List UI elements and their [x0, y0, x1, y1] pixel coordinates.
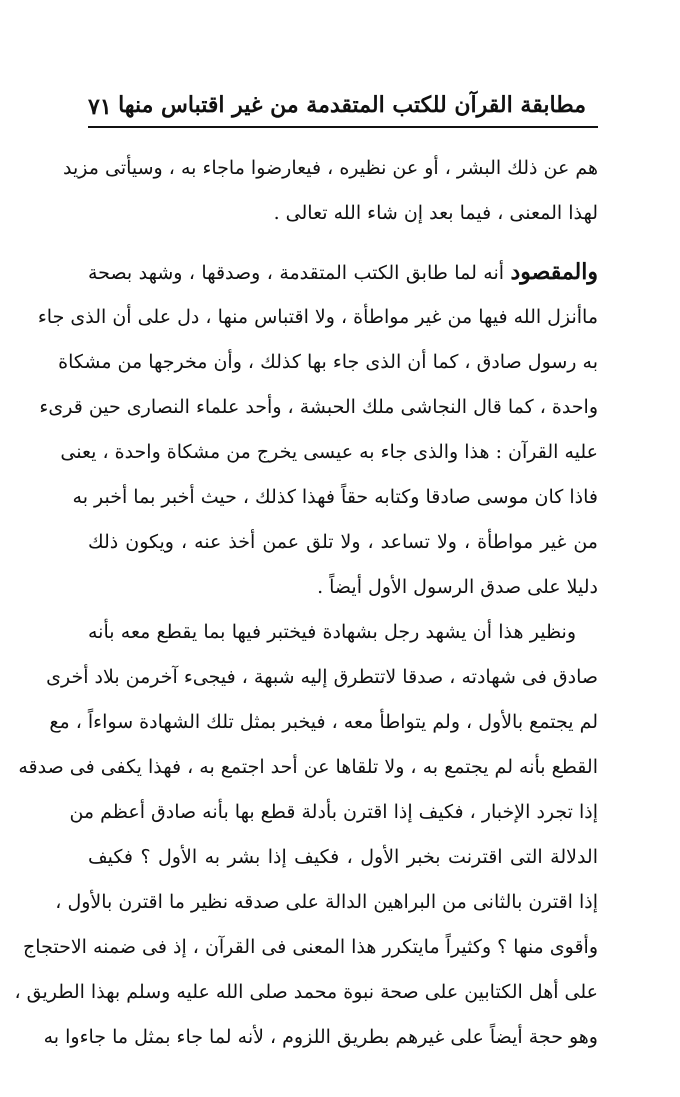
text-line: وهو حجة أيضاً على غيرهم بطريق اللزوم ، لأنه لما جاء بمثل ما جاءوا به — [43, 1026, 598, 1048]
text-line: ماأنزل الله فيها من غير مواطأة ، ولا اقتباس منها ، دل على أن الذى جاء — [37, 306, 598, 328]
text-line: الدلالة التى اقترنت بخبر الأول ، فكيف إذا بشر به الأول ؟ فكيف — [88, 846, 598, 868]
book-page — [14, 78, 598, 1048]
text-line-lead — [88, 250, 598, 295]
text-line: على أهل الكتابين على صحة نبوة محمد صلى الله عليه وسلم بهذا الطريق ، — [14, 981, 598, 1003]
text-line: إذا تجرد الإخبار ، فكيف إذا اقترن بأدلة قطع بها بأنه صادق أعظم من — [69, 801, 598, 823]
text-line: إذا اقترن بالثانى من البراهين الدالة على صدقه نظير ما اقترن بالأول ، — [55, 891, 598, 913]
paragraph-gap — [88, 236, 598, 250]
text-line: وأقوى منها ؟ وكثيراً مايتكرر هذا المعنى فى القرآن ، إذ فى ضمنه الاحتجاج — [23, 936, 598, 958]
text-line: هم عن ذلك البشر ، أو عن نظيره ، فيعارضوا ماجاء به ، وسيأتى مزيد — [63, 157, 598, 179]
text-line: به رسول صادق ، كما أن الذى جاء بها كذلك ، وأن مخرجها من مشكاة — [58, 351, 598, 373]
running-title: مطابقة القرآن للكتب المتقدمة من غير اقتباس منها — [118, 92, 586, 118]
text-line: لم يجتمع بالأول ، ولم يتواطأ معه ، فيخبر بمثل تلك الشهادة سواءاً ، مع — [49, 711, 598, 733]
text-line: دليلا على صدق الرسول الأول أيضاً . — [317, 576, 598, 598]
text-line: واحدة ، كما قال النجاشى ملك الحبشة ، وأحد علماء النصارى حين قرىء — [39, 396, 598, 418]
text-line: ونظير هذا أن يشهد رجل بشهادة فيختبر فيها بما يقطع معه بأنه — [88, 621, 576, 643]
text-line: لهذا المعنى ، فيما بعد إن شاء الله تعالى . — [273, 202, 598, 224]
lead-word: والمقصود — [510, 259, 598, 285]
page-body — [14, 146, 598, 1060]
text-line: عليه القرآن : هذا والذى جاء به عيسى يخرج من مشكاة واحدة ، يعنى — [60, 441, 598, 463]
text-line: القطع بأنه لم يجتمع به ، ولا تلقاها عن أحد اجتمع به ، فهذا يكفى فى صدقه — [18, 756, 598, 778]
text-line: صادق فى شهادته ، صدقا لاتتطرق إليه شبهة ، فيجىء آخرمن بلاد أخرى — [46, 666, 598, 688]
text-line: فاذا كان موسى صادقا وكتابه حقاً فهذا كذلك ، حيث أخبر بما أخبر به — [72, 486, 598, 508]
lead-line-rest: أنه لما طابق الكتب المتقدمة ، وصدقها ، وشهد بصحة — [88, 262, 505, 284]
text-line: من غير مواطأة ، ولا تساعد ، ولا تلق عمن أخذ عنه ، ويكون ذلك — [88, 531, 598, 553]
page-number: ٧١ — [88, 94, 112, 120]
page-header — [88, 78, 598, 128]
